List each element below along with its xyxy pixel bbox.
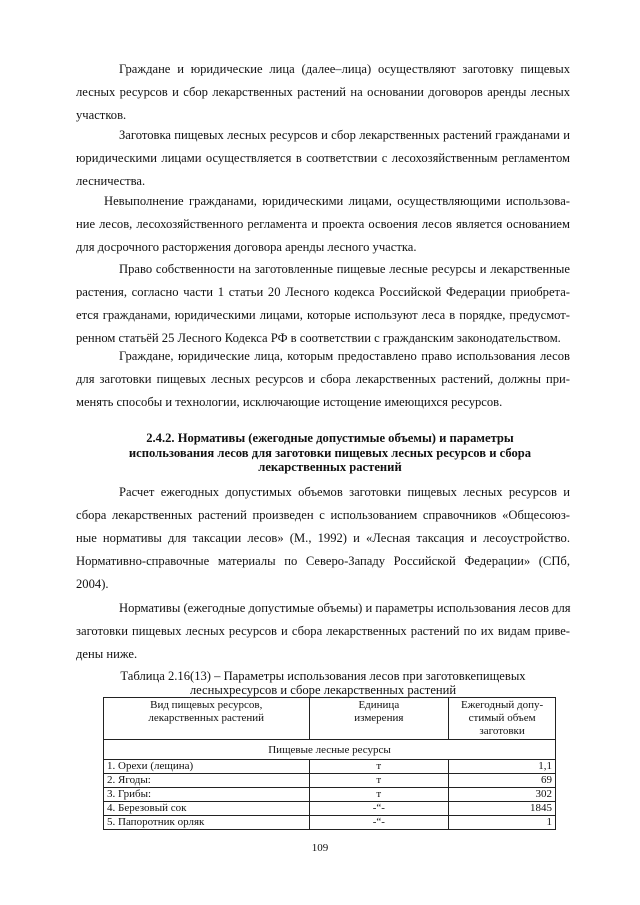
section-heading [120,431,540,475]
cell-value: 1 [449,816,556,830]
cell-unit: т [309,774,449,788]
text-line: для заготовки пищевых лесных ресурсов и сбора лекарственных растений, должны при- [76,372,570,386]
cell-name: 3. Грибы: [104,788,310,802]
text-line: для досрочного расторжения договора аренды лесного участка. [76,240,417,254]
header-line: Вид пищевых ресурсов, [150,699,263,711]
page-number: 109 [311,842,329,854]
cell-unit: -“- [309,816,449,830]
caption-line: лесныхресурсов и сборе лекарственных растений [189,683,457,697]
text-line: Заготовка пищевых лесных ресурсов и сбор лекарственных растений гражданами и [119,128,570,142]
text-line: лесничества. [76,174,146,188]
text-line: Граждане и юридические лица (далее–лица) осуществляют заготовку пищевых [119,62,570,76]
text-line: ется гражданами, юридическими лицами, которые используют леса в порядке, предусмот- [76,308,570,322]
text-line: Граждане, юридические лица, которым предоставлено право использования лесов [119,349,570,363]
column-header-resource-type [104,698,310,740]
header-line: заготовки [479,725,525,737]
paragraph-1 [76,58,570,127]
table-row [104,788,556,802]
paragraph-4 [76,258,570,350]
text-line: ние лесов, лесохозяйственного регламента и проекта освоения лесов является основанием [76,217,570,231]
table-row [104,760,556,774]
text-line: Право собственности на заготовленные пищевые лесные ресурсы и лекарственные [119,262,570,276]
column-header-unit [309,698,449,740]
group-label: Пищевые лесные ресурсы [104,740,556,760]
cell-unit: т [309,788,449,802]
heading-line: 2.4.2. Нормативы (ежегодные допустимые объемы) и параметры [146,431,514,445]
text-line: Расчет ежегодных допустимых объемов заготовки пищевых лесных ресурсов и [119,485,570,499]
text-line: Нормативы (ежегодные допустимые объемы) и параметры использования лесов для [119,601,571,615]
text-line: растения, согласно части 1 статьи 20 Лесного кодекса Российской Федерации приобрета- [76,285,570,299]
paragraph-5 [76,345,570,414]
cell-unit: -“- [309,802,449,816]
paragraph-7 [76,597,570,666]
text-line: заготовки пищевых лесных ресурсов и сбора лекарственных растений по их видам приве- [76,624,570,638]
text-line: участков. [76,108,127,122]
text-line: Невыполнение гражданами, юридическими лицами, осуществляющими использова- [104,194,570,208]
header-line: стимый объем [468,712,536,724]
header-line: измерения [354,712,404,724]
table-row [104,774,556,788]
cell-name: 2. Ягоды: [104,774,310,788]
table-caption [76,669,570,697]
column-header-annual-volume [449,698,556,740]
cell-value: 69 [449,774,556,788]
heading-line: использования лесов для заготовки пищевых лесных ресурсов и сбора [128,445,532,460]
cell-value: 1,1 [449,760,556,774]
text-line: юридическими лицами осуществляется в соответствии с лесохозяйственным регламентом [76,151,570,165]
text-line: сбора лекарственных растений произведен с использованием справочников «Общесоюз- [76,508,570,522]
cell-name: 4. Березовый сок [104,802,310,816]
text-line: менять способы и технологии, исключающие истощение имеющихся ресурсов. [76,395,503,409]
table-row [104,802,556,816]
cell-value: 1845 [449,802,556,816]
cell-unit: т [309,760,449,774]
text-line: Нормативно-справочные материалы по Северо-Западу Российской Федерации» (СПб, [76,554,570,568]
paragraph-6 [76,481,570,596]
table-header-row [104,698,556,740]
caption-line: Таблица 2.16(13) – Параметры использования лесов при заготовкепищевых [120,669,526,683]
text-line: лесных ресурсов и сбор лекарственных растений на основании договоров аренды лесных [76,85,570,99]
heading-line: лекарственных растений [258,460,402,474]
cell-value: 302 [449,788,556,802]
table-group-row [104,740,556,760]
paragraph-2 [76,124,570,193]
text-line: 2004). [76,577,109,591]
header-line: лекарственных растений [148,712,265,724]
cell-name: 1. Орехи (лещина) [104,760,310,774]
header-line: Ежегодный допу- [461,699,544,711]
text-line: ренном статьёй 25 Лесного Кодекса РФ в соответствии с гражданским законодательством. [76,331,561,345]
table-row [104,816,556,830]
resources-table [103,697,556,830]
paragraph-3 [76,190,570,259]
header-line: Единица [358,699,400,711]
text-line: дены ниже. [76,647,138,661]
text-line: ные нормативы для таксации лесов» (М., 1992) и «Лесная таксация и лесоустройство. [76,531,570,545]
cell-name: 5. Папоротник орляк [104,816,310,830]
